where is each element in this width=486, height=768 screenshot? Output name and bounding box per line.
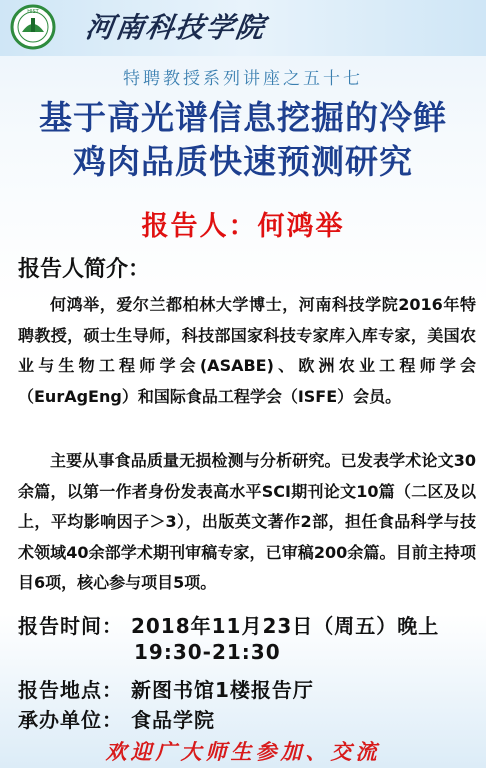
- school-logo: [10, 4, 56, 50]
- bio-paragraph-1: 何鸿举，爱尔兰都柏林大学博士，河南科技学院2016年特聘教授，硕士生导师，科技部国家科技专家库入库专家，美国农业与生物工程师学会(ASABE)、欧洲农业工程师学会（EurAgEng）和国际食品工程学会（ISFE）会员。: [18, 295, 476, 406]
- bio-paragraph-2: 主要从事食品质量无损检测与分析研究。已发表学术论文30余篇，以第一作者身份发表高水平SCI期刊论文10篇（二区及以上，平均影响因子＞3），出版英文著作2部，担任食品科学与技术领域40余部学术期刊审稿专家，已审稿200余篇。目前主持项目6项，核心参与项目5项。: [18, 451, 476, 592]
- title-line-2: 鸡肉品质快速预测研究: [73, 142, 413, 181]
- title-line-1: 基于高光谱信息挖掘的冷鲜: [39, 98, 447, 137]
- host-unit: 承办单位： 食品学院: [18, 708, 215, 732]
- report-place: 报告地点： 新图书馆1楼报告厅: [18, 678, 314, 702]
- report-time-range: 19:30-21:30: [134, 640, 281, 664]
- svg-text:HIST: HIST: [27, 9, 39, 15]
- lecture-title: [0, 96, 486, 184]
- school-name: 河南科技学院: [83, 11, 269, 44]
- report-time: 报告时间： 2018年11月23日（周五）晚上: [18, 614, 440, 638]
- bio-heading: 报告人简介：: [18, 257, 151, 282]
- speaker: 报告人：何鸿举: [141, 211, 345, 242]
- welcome-footer: 欢迎广大师生参加、交流: [105, 739, 381, 764]
- lecture-series: 特聘教授系列讲座之五十七: [123, 69, 363, 89]
